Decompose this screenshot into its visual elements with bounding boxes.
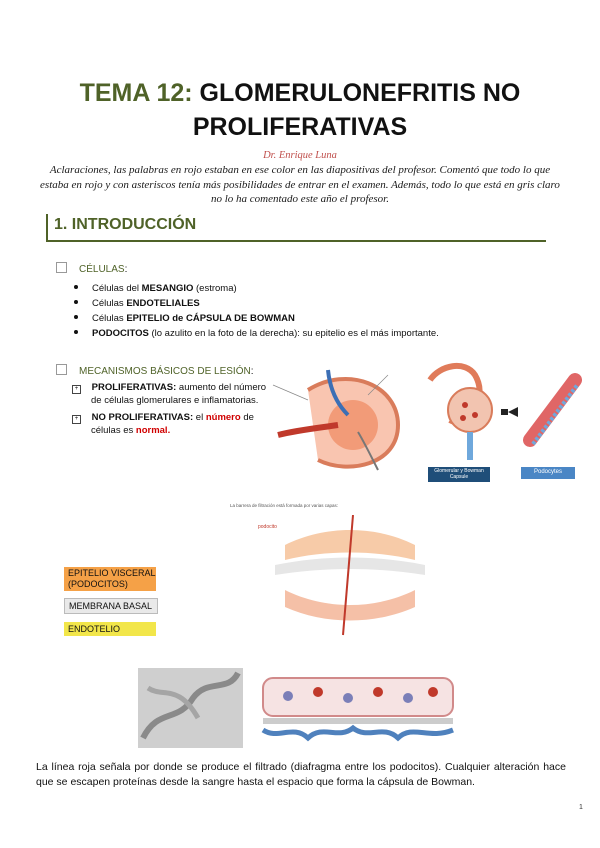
prolif-line1: aumento del número [178, 382, 267, 393]
layer-membrana-label: MEMBRANA BASAL [69, 601, 153, 611]
list-item [74, 283, 237, 294]
checkbox-glyph-icon [56, 262, 67, 273]
item-bold: MESANGIO [141, 283, 194, 294]
item-post: (lo azulito en la foto de la derecha): su epitelio es el más importante. [148, 328, 439, 339]
section-underline [46, 240, 546, 242]
section-bar [46, 214, 48, 242]
square-bullet-icon: + [72, 385, 81, 394]
bullet-icon [74, 285, 78, 289]
list-item [74, 313, 295, 324]
title-line2: PROLIFERATIVAS [192, 113, 408, 141]
glomerulus-diagram [268, 360, 418, 480]
list-item [74, 298, 200, 309]
item-bold: PODOCITOS [92, 328, 149, 339]
celulas-suffix: : [124, 264, 128, 275]
figure-caption: La barrera de filtración está formada por varias capas: [230, 503, 339, 508]
item-bold: ENDOTELIALES [126, 298, 200, 309]
list-item [74, 328, 439, 339]
glomerulus-podocytes-diagram [425, 360, 585, 485]
bullet-icon [74, 330, 78, 334]
bullet-icon [74, 300, 78, 304]
square-bullet-icon: + [72, 415, 81, 424]
noprolif-normal: normal. [135, 425, 171, 436]
bullet-icon [74, 315, 78, 319]
right-box1-label: Glomerular y Bowman Capsule [434, 468, 484, 480]
layer-endotelio-label: ENDOTELIO [68, 624, 121, 634]
author: Dr. Enrique Luna [263, 150, 337, 161]
bottom-paragraph: La línea roja señala por donde se produce el filtrado (diafragma entre los podocitos). Cualquier alteración hace que se escapen proteínas desde la sangre hasta el espacio que forma la cápsula de Bowman. [36, 761, 566, 788]
celulas-heading-text: CÉLULAS [79, 264, 125, 275]
section-title: 1. INTRODUCCIÓN [54, 216, 197, 233]
prolif-item [72, 381, 272, 407]
title-line1: GLOMERULONEFRITIS NO [199, 79, 521, 107]
podocito-label: podocito [258, 524, 277, 530]
title-prefix: TEMA 12: [79, 79, 193, 107]
layer-membrana [64, 598, 158, 614]
noprolif-de: de [243, 412, 254, 423]
noprolif-mid: el [195, 412, 204, 423]
item-post: (estroma) [193, 283, 237, 294]
prolif-line2: de células glomerulares e inflamatorias. [91, 395, 259, 406]
mecanismos-heading-text: MECANISMOS BÁSICOS DE LESIÓN [79, 366, 251, 377]
filtration-barrier-diagram [265, 515, 435, 645]
noprolif-numero: número [205, 412, 241, 423]
page-number: 1 [579, 804, 583, 811]
notes-paragraph: Aclaraciones, las palabras en rojo estaban en ese color en las diapositivas del profesor. Comentó que todo lo que estaba en rojo y con asteriscos tenía más posibilidades de entrar en el examen. Además, todo lo que está en gris claro no lo ha comentado este año el profesor. [40, 164, 560, 205]
layer-podocitos [64, 567, 156, 591]
noprolif-line2: células es [91, 425, 134, 436]
checkbox-glyph-icon [56, 364, 67, 375]
mecanismos-suffix: : [250, 366, 254, 377]
noprolif-label: NO PROLIFERATIVAS: [91, 412, 194, 423]
page-title [0, 76, 600, 144]
item-pre: Células [92, 313, 127, 324]
item-pre: Células del [92, 283, 142, 294]
item-pre: Células [92, 298, 127, 309]
layer-podocitos-label: EPITELIO VISCERAL (PODOCITOS) [68, 568, 156, 589]
mecanismos-heading [56, 364, 254, 377]
prolif-label: PROLIFERATIVAS: [91, 382, 177, 393]
right-box2-label: Podocytes [533, 469, 563, 475]
item-bold: EPITELIO de CÁPSULA DE BOWMAN [126, 313, 295, 324]
layer-endotelio [64, 622, 156, 636]
micrograph-diagram [138, 668, 458, 748]
celulas-heading [56, 262, 127, 275]
noprolif-item [72, 411, 272, 437]
